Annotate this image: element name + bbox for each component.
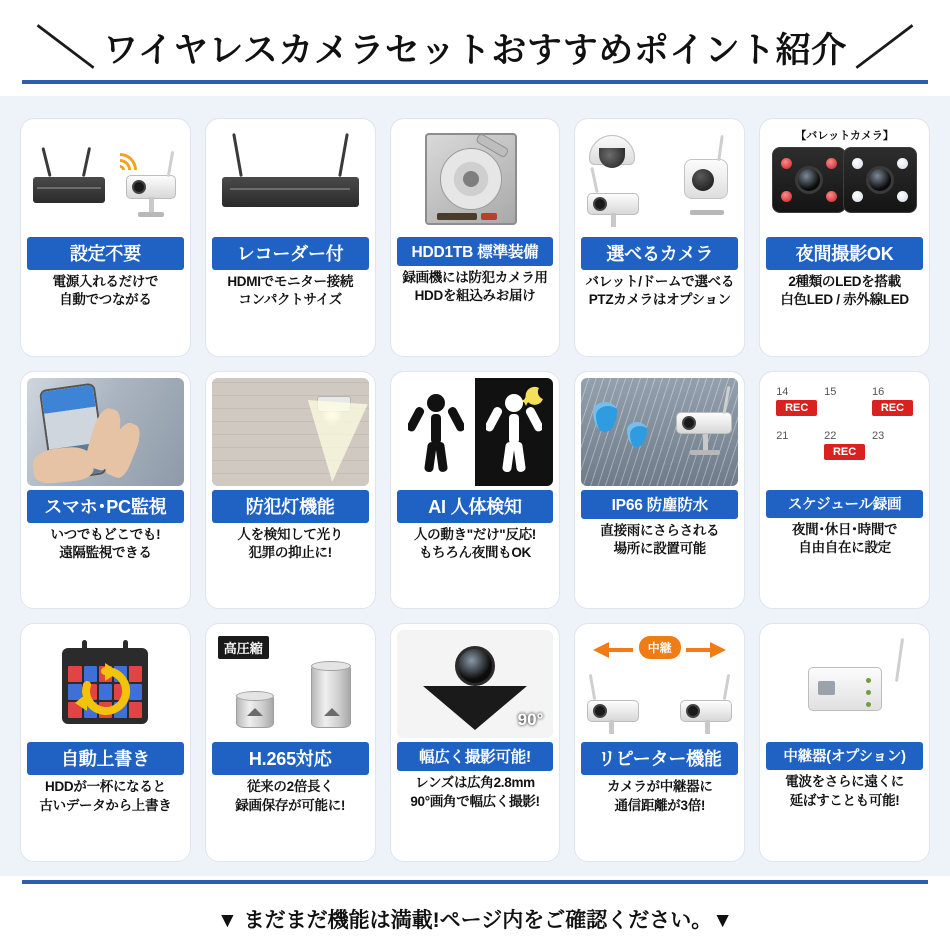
feature-card-auto-overwrite[interactable] bbox=[20, 623, 191, 862]
card-description: 電波をさらに遠くに 延ばすことも可能! bbox=[785, 774, 904, 808]
person-night-icon bbox=[486, 390, 542, 474]
card-description: バレット/ドームで選べる PTZカメラはオプション bbox=[585, 274, 735, 308]
compress-arrow-icon bbox=[246, 708, 264, 722]
art-rain-camera bbox=[581, 378, 738, 486]
card-description: 従来の2倍長く 録画保存が可能に! bbox=[235, 779, 346, 813]
art-nvr-wifi-camera bbox=[27, 125, 184, 233]
schedule-rec-empty bbox=[776, 444, 817, 460]
card-band-label: 夜間撮影OK bbox=[766, 237, 923, 270]
card-band-label: スマホ･PC監視 bbox=[27, 490, 184, 523]
schedule-hour: 21 bbox=[776, 429, 789, 442]
page-header bbox=[0, 0, 950, 96]
card-band-label: スケジュール録画 bbox=[766, 490, 923, 518]
card-description: 電源入れるだけで 自動でつながる bbox=[52, 274, 159, 308]
feature-card-ai-human-detect[interactable] bbox=[390, 371, 561, 610]
schedule-rec-badge: REC bbox=[824, 444, 865, 460]
art-hard-disk bbox=[397, 125, 554, 233]
art-label-high-compression: 高圧縮 bbox=[218, 636, 269, 659]
card-band-label: AI 人体検知 bbox=[397, 490, 554, 523]
features-panel bbox=[0, 96, 950, 876]
refresh-loop-icon bbox=[75, 661, 135, 721]
card-description: 2種類のLEDを搭載 白色LED / 赤外線LED bbox=[780, 274, 909, 308]
card-description: 録画機には防犯カメラ用 HDDを組込みお届け bbox=[402, 270, 548, 304]
schedule-hour: 15 bbox=[824, 385, 837, 398]
footer-note: ▼ まだまだ機能は満載!ページ内をご確認ください。▼ bbox=[217, 909, 733, 932]
feature-card-choose-camera[interactable] bbox=[574, 118, 745, 357]
feature-card-security-light[interactable] bbox=[205, 371, 376, 610]
feature-card-schedule-record[interactable] bbox=[759, 371, 930, 610]
footer-divider bbox=[22, 880, 928, 884]
art-repeater-cameras bbox=[581, 630, 738, 738]
schedule-rec-empty bbox=[824, 400, 865, 416]
card-band-label: 設定不要 bbox=[27, 237, 184, 270]
art-compression-cylinders bbox=[212, 630, 369, 738]
header-slash-right: ／ bbox=[852, 22, 916, 74]
schedule-hour: 23 bbox=[871, 429, 885, 442]
header-slash-left: ＼ bbox=[34, 22, 98, 74]
person-daytime-icon bbox=[408, 390, 464, 474]
art-hand-phone bbox=[27, 378, 184, 486]
card-band-label: リピーター機能 bbox=[581, 742, 738, 775]
art-schedule-grid bbox=[766, 378, 923, 486]
card-band-label: H.265対応 bbox=[212, 742, 369, 775]
card-description: カメラが中継器に 通信距離が3倍! bbox=[606, 779, 713, 813]
art-label-bullet-camera: 【バレットカメラ】 bbox=[795, 130, 894, 142]
art-ai-people bbox=[397, 378, 554, 486]
card-band-label: 幅広く撮影可能! bbox=[397, 742, 554, 771]
card-description: HDMIでモニター接続 コンパクトサイズ bbox=[227, 274, 354, 308]
card-description: 人の動き"だけ"反応! もちろん夜間もOK bbox=[413, 526, 536, 560]
feature-card-smartphone-pc[interactable] bbox=[20, 371, 191, 610]
feature-card-night-vision[interactable] bbox=[759, 118, 930, 357]
card-band-label: 防犯灯機能 bbox=[212, 490, 369, 523]
feature-card-setup-free[interactable] bbox=[20, 118, 191, 357]
schedule-hour: 16 bbox=[871, 385, 885, 398]
art-wall-lamp bbox=[212, 378, 369, 486]
page-title: ワイヤレスカメラセットおすすめポイント紹介 bbox=[103, 31, 847, 70]
art-calendar-loop bbox=[27, 630, 184, 738]
card-band-label: 自動上書き bbox=[27, 742, 184, 775]
header-divider bbox=[22, 80, 928, 84]
card-description: 夜間･休日･時間で 自由自在に設定 bbox=[791, 521, 898, 555]
feature-card-wide-angle[interactable] bbox=[390, 623, 561, 862]
page-footer bbox=[0, 876, 950, 951]
art-wide-angle-lens bbox=[397, 630, 554, 738]
card-band-label: 選べるカメラ bbox=[581, 237, 738, 270]
art-night-cameras bbox=[766, 125, 923, 233]
schedule-hour: 22 bbox=[824, 429, 837, 442]
feature-card-h265[interactable] bbox=[205, 623, 376, 862]
card-description: 直接雨にさらされる 場所に設置可能 bbox=[600, 522, 720, 556]
schedule-rec-badge: REC bbox=[776, 400, 817, 416]
feature-card-extender[interactable] bbox=[759, 623, 930, 862]
card-band-label: HDD1TB 標準装備 bbox=[397, 237, 554, 266]
schedule-rec-empty bbox=[872, 444, 913, 460]
feature-card-recorder-included[interactable] bbox=[205, 118, 376, 357]
card-description: 人を検知して光り 犯罪の抑止に! bbox=[237, 526, 343, 560]
card-description: HDDが一杯になると 古いデータから上書き bbox=[39, 779, 172, 813]
card-description: いつでもどこでも! 遠隔監視できる bbox=[50, 526, 161, 560]
feature-card-ip66[interactable] bbox=[574, 371, 745, 610]
feature-card-hdd-1tb[interactable] bbox=[390, 118, 561, 357]
card-band-label: レコーダー付 bbox=[212, 237, 369, 270]
feature-card-repeater[interactable] bbox=[574, 623, 745, 862]
art-nvr-antennas bbox=[212, 125, 369, 233]
card-band-label: 中継器(オプション) bbox=[766, 742, 923, 770]
compress-arrow-icon bbox=[323, 708, 341, 722]
card-band-label: IP66 防塵防水 bbox=[581, 490, 738, 519]
features-grid bbox=[20, 118, 930, 862]
schedule-hour: 14 bbox=[776, 385, 789, 398]
art-label-angle: 90° bbox=[517, 710, 544, 730]
art-range-extender bbox=[766, 630, 923, 738]
art-label-relay: 中継 bbox=[639, 636, 681, 659]
art-dome-ptz-bullet bbox=[581, 125, 738, 233]
schedule-rec-badge: REC bbox=[872, 400, 913, 416]
card-description: レンズは広角2.8mm 90°画角で幅広く撮影! bbox=[410, 775, 540, 809]
